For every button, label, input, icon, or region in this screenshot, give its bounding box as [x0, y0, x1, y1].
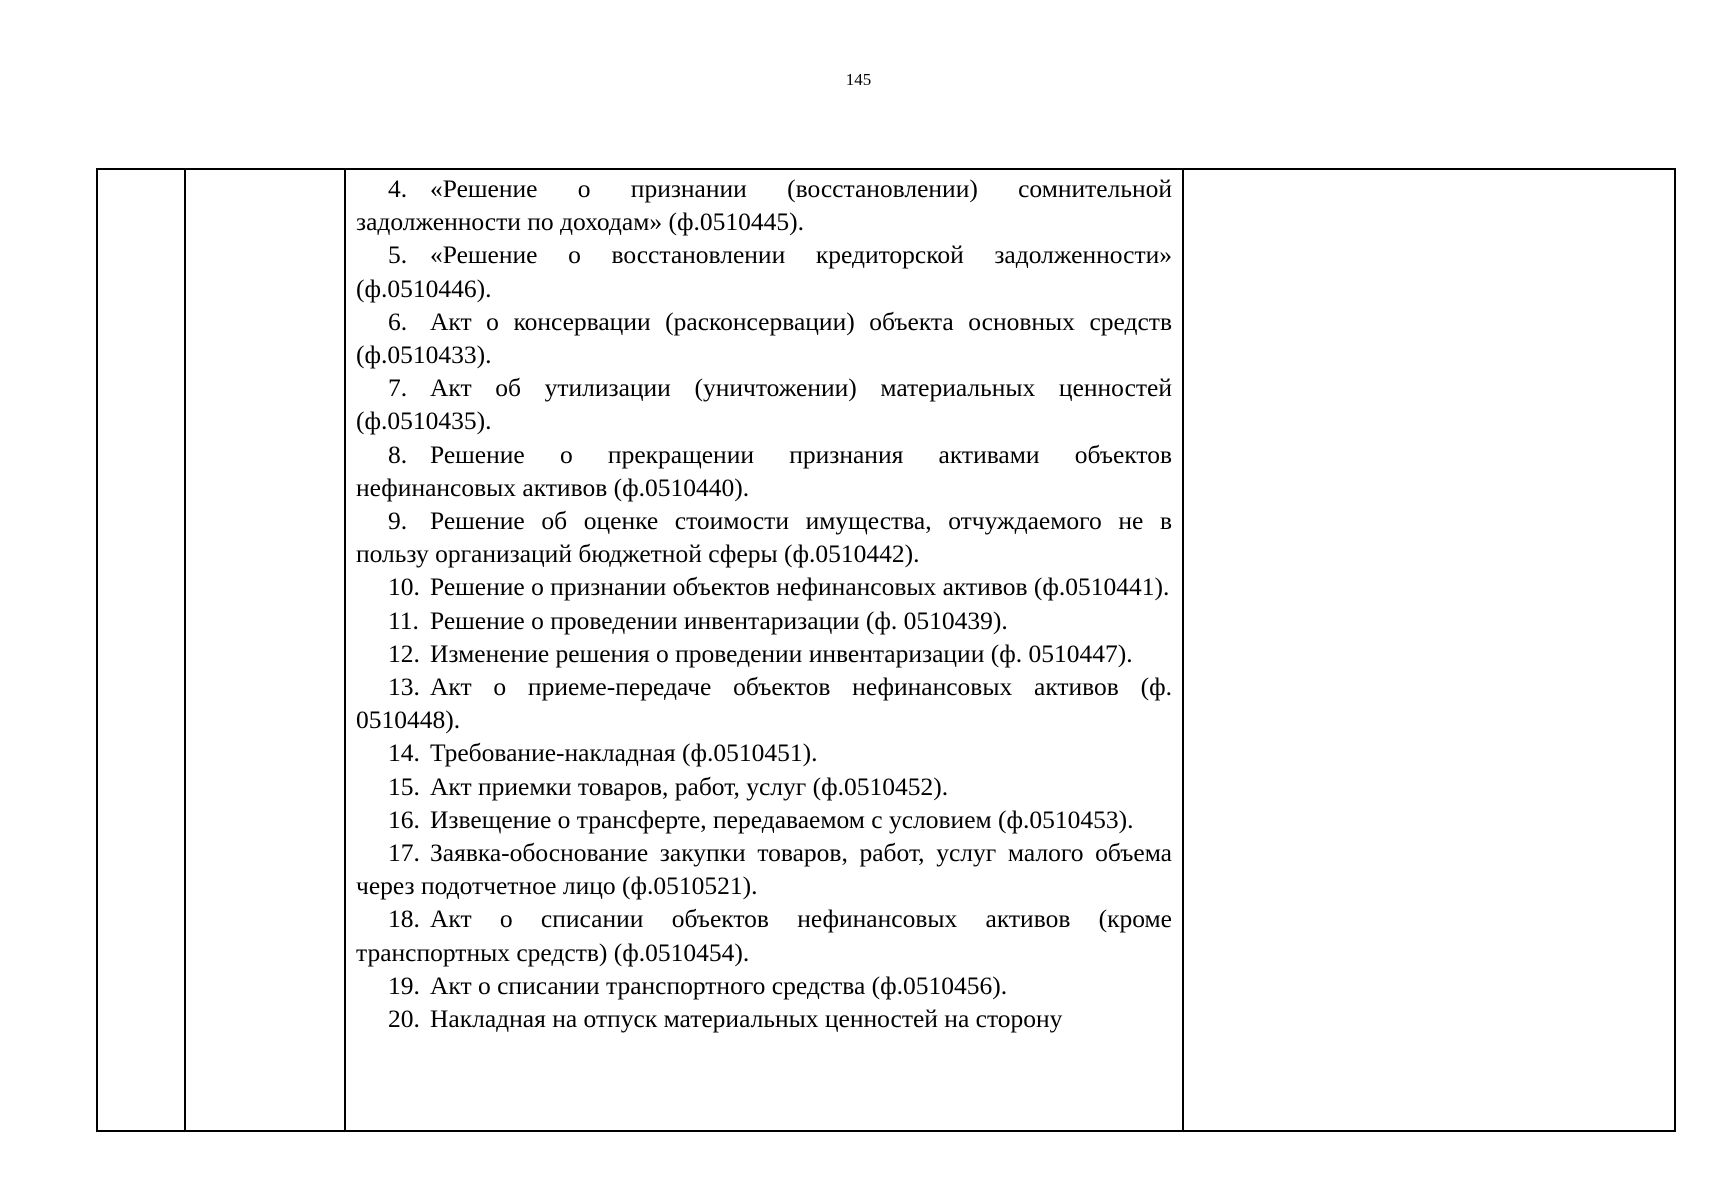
- list-item-number: 18.: [388, 904, 420, 934]
- list-item-number: 8.: [388, 439, 408, 469]
- list-item-text: Акт приемки товаров, работ, услуг (ф.0510452).: [430, 771, 949, 801]
- list-item-text: Акт о списании объектов нефинансовых активов (кроме транспортных средств) (ф.0510454).: [356, 904, 1172, 967]
- table-row: [97, 169, 1675, 1131]
- list-item: [356, 1002, 1172, 1035]
- list-item: [356, 504, 1172, 570]
- document-table: [96, 168, 1676, 1132]
- list-item-number: 14.: [388, 738, 420, 768]
- table-cell-empty-1: [97, 169, 185, 1131]
- list-item-number: 7.: [388, 373, 408, 403]
- list-item-number: 10.: [388, 572, 420, 602]
- list-item-number: 11.: [388, 605, 419, 635]
- list-item-text: Акт об утилизации (уничтожении) материальных ценностей (ф.0510435).: [356, 373, 1172, 436]
- list-item-text: «Решение о восстановлении кредиторской задолженности» (ф.0510446).: [356, 240, 1172, 303]
- list-item: [356, 238, 1172, 304]
- table-cell-empty-4: [1183, 169, 1675, 1131]
- table-cell-forms-list: [345, 169, 1183, 1131]
- forms-list: [346, 170, 1182, 1035]
- list-item-number: 15.: [388, 771, 420, 801]
- list-item-number: 4.: [388, 174, 408, 203]
- list-item-text: «Решение о признании (восстановлении) сомнительной задолженности по доходам» (ф.0510445).: [356, 174, 1172, 237]
- list-item: [356, 836, 1172, 902]
- list-item-number: 13.: [388, 672, 420, 702]
- list-item: [356, 172, 1172, 238]
- list-item-number: 19.: [388, 970, 420, 1000]
- list-item: [356, 305, 1172, 371]
- list-item-text: Решение о признании объектов нефинансовых активов (ф.0510441).: [430, 572, 1170, 602]
- list-item-number: 5.: [388, 240, 408, 270]
- list-item: [356, 670, 1172, 736]
- list-item: [356, 902, 1172, 968]
- list-item-text: Извещение о трансферте, передаваемом с условием (ф.0510453).: [430, 804, 1134, 834]
- list-item-text: Решение о прекращении признания активами объектов нефинансовых активов (ф.0510440).: [356, 439, 1172, 502]
- list-item-number: 17.: [388, 838, 420, 868]
- list-item: [356, 770, 1172, 803]
- list-item-text: Акт о списании транспортного средства (ф.0510456).: [430, 970, 1008, 1000]
- list-item-number: 12.: [388, 638, 420, 668]
- list-item: [356, 803, 1172, 836]
- list-item-text: Акт о приеме-передаче объектов нефинансовых активов (ф. 0510448).: [356, 672, 1172, 735]
- list-item-number: 20.: [388, 1004, 420, 1034]
- list-item: [356, 736, 1172, 769]
- list-item-number: 6.: [388, 306, 408, 336]
- list-item-text: Заявка-обоснование закупки товаров, работ, услуг малого объема через подотчетное лицо (ф.0510521).: [356, 838, 1172, 901]
- table-cell-empty-2: [185, 169, 345, 1131]
- list-item: [356, 637, 1172, 670]
- list-item: [356, 604, 1172, 637]
- list-item: [356, 969, 1172, 1002]
- list-item-text: Изменение решения о проведении инвентаризации (ф. 0510447).: [430, 638, 1133, 668]
- list-item-text: Решение о проведении инвентаризации (ф. 0510439).: [430, 605, 1008, 635]
- page-number: 145: [845, 70, 872, 89]
- list-item: [356, 570, 1172, 603]
- list-item-number: 9.: [388, 506, 408, 536]
- list-item-text: Накладная на отпуск материальных ценностей на сторону: [430, 1004, 1063, 1034]
- list-item-text: Требование-накладная (ф.0510451).: [430, 738, 818, 768]
- list-item: [356, 438, 1172, 504]
- list-item-text: Акт о консервации (расконсервации) объекта основных средств (ф.0510433).: [356, 306, 1172, 370]
- list-item: [356, 371, 1172, 437]
- list-item-text: Решение об оценке стоимости имущества, отчуждаемого не в пользу организаций бюджетной сферы (ф.0510442).: [356, 506, 1172, 569]
- list-item-number: 16.: [388, 804, 420, 834]
